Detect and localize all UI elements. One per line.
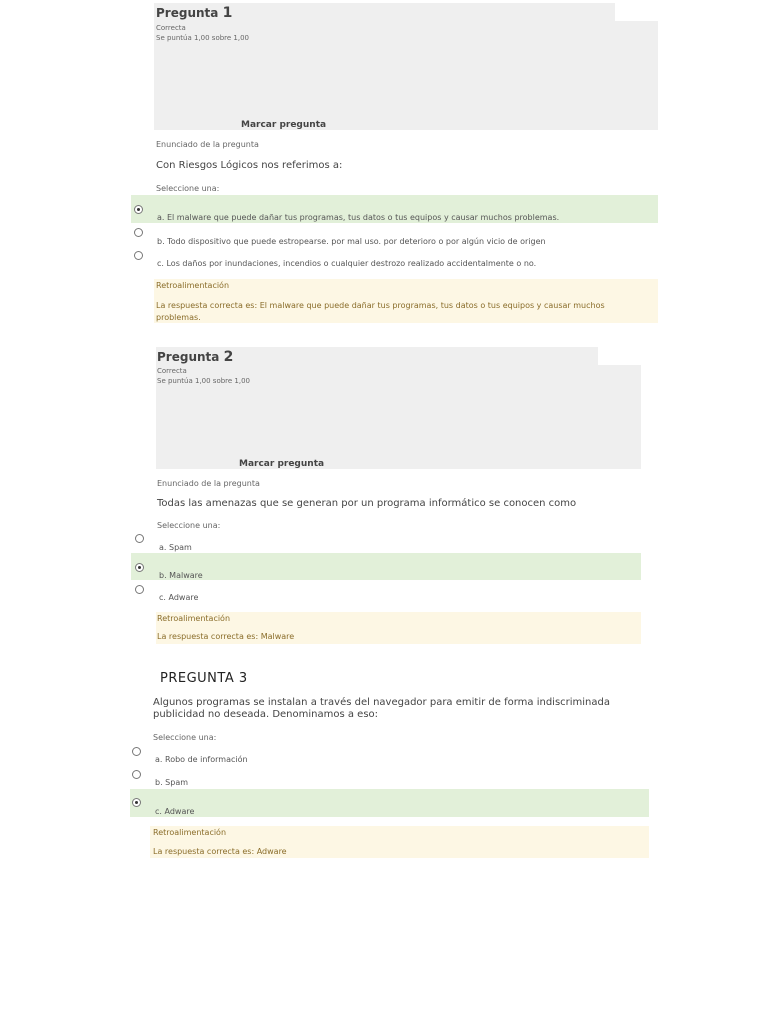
question-number: 1 — [222, 5, 233, 21]
option-a-label[interactable]: a. Spam — [159, 543, 192, 552]
option-b-radio[interactable] — [132, 770, 141, 779]
selected-answer-highlight — [131, 553, 641, 580]
option-c-radio[interactable] — [135, 585, 144, 594]
flag-question-link[interactable]: Marcar pregunta — [239, 459, 325, 469]
question-title-word: Pregunta — [157, 350, 220, 364]
feedback-text: La respuesta correcta es: El malware que puede dañar tus programas, tus datos o tus equipos y causar muchos problemas. — [156, 301, 605, 322]
question-1-text: Con Riesgos Lógicos nos referimos a: — [156, 160, 343, 171]
selected-answer-highlight — [130, 789, 649, 817]
question-2-text: Todas las amenazas que se generan por un programa informático se conocen como — [157, 498, 577, 509]
feedback-label: Retroalimentación — [153, 828, 227, 837]
feedback-text: La respuesta correcta es: Adware — [153, 847, 287, 856]
statement-label: Enunciado de la pregunta — [156, 140, 259, 149]
select-one-label: Seleccione una: — [156, 184, 220, 193]
question-3-heading: PREGUNTA 3 — [160, 671, 248, 686]
question-number: 2 — [223, 349, 234, 365]
question-3-text: Algunos programas se instalan a través del navegador para emitir de forma indiscriminada publicidad no deseada. Denominamos a eso: — [153, 697, 610, 720]
question-2-score: Se puntúa 1,00 sobre 1,00 — [157, 377, 251, 385]
select-one-label: Seleccione una: — [153, 733, 217, 742]
select-one-label: Seleccione una: — [157, 521, 221, 530]
question-2-status: Correcta — [157, 367, 187, 375]
feedback-label: Retroalimentación — [156, 281, 230, 290]
option-a-radio[interactable] — [135, 534, 144, 543]
question-1-title — [156, 5, 232, 21]
question-title-word: Pregunta — [156, 6, 219, 20]
option-a-radio[interactable] — [134, 205, 143, 214]
option-b-label[interactable]: b. Todo dispositivo que puede estropearse. por mal uso. por deterioro o por algún vicio de origen — [157, 237, 546, 246]
option-b-label[interactable]: b. Malware — [159, 571, 203, 580]
option-c-radio[interactable] — [132, 798, 141, 807]
option-b-radio[interactable] — [134, 228, 143, 237]
feedback-text: La respuesta correcta es: Malware — [157, 632, 295, 641]
question-1-status: Correcta — [156, 24, 186, 32]
option-c-label[interactable]: c. Los daños por inundaciones, incendios o cualquier destrozo realizado accidentalmente o no. — [157, 259, 537, 268]
option-b-radio[interactable] — [135, 563, 144, 572]
option-b-label[interactable]: b. Spam — [155, 778, 189, 787]
question-2-title — [157, 349, 233, 365]
option-a-radio[interactable] — [132, 747, 141, 756]
statement-label: Enunciado de la pregunta — [157, 479, 260, 488]
option-a-label[interactable]: a. Robo de información — [155, 755, 248, 764]
option-c-label[interactable]: c. Adware — [155, 807, 195, 816]
flag-question-link[interactable]: Marcar pregunta — [241, 120, 327, 130]
option-a-label[interactable]: a. El malware que puede dañar tus programas, tus datos o tus equipos y causar muchos problemas. — [157, 213, 560, 222]
option-c-label[interactable]: c. Adware — [159, 593, 199, 602]
option-c-radio[interactable] — [134, 251, 143, 260]
feedback-label: Retroalimentación — [157, 614, 231, 623]
question-1-score: Se puntúa 1,00 sobre 1,00 — [156, 34, 250, 42]
